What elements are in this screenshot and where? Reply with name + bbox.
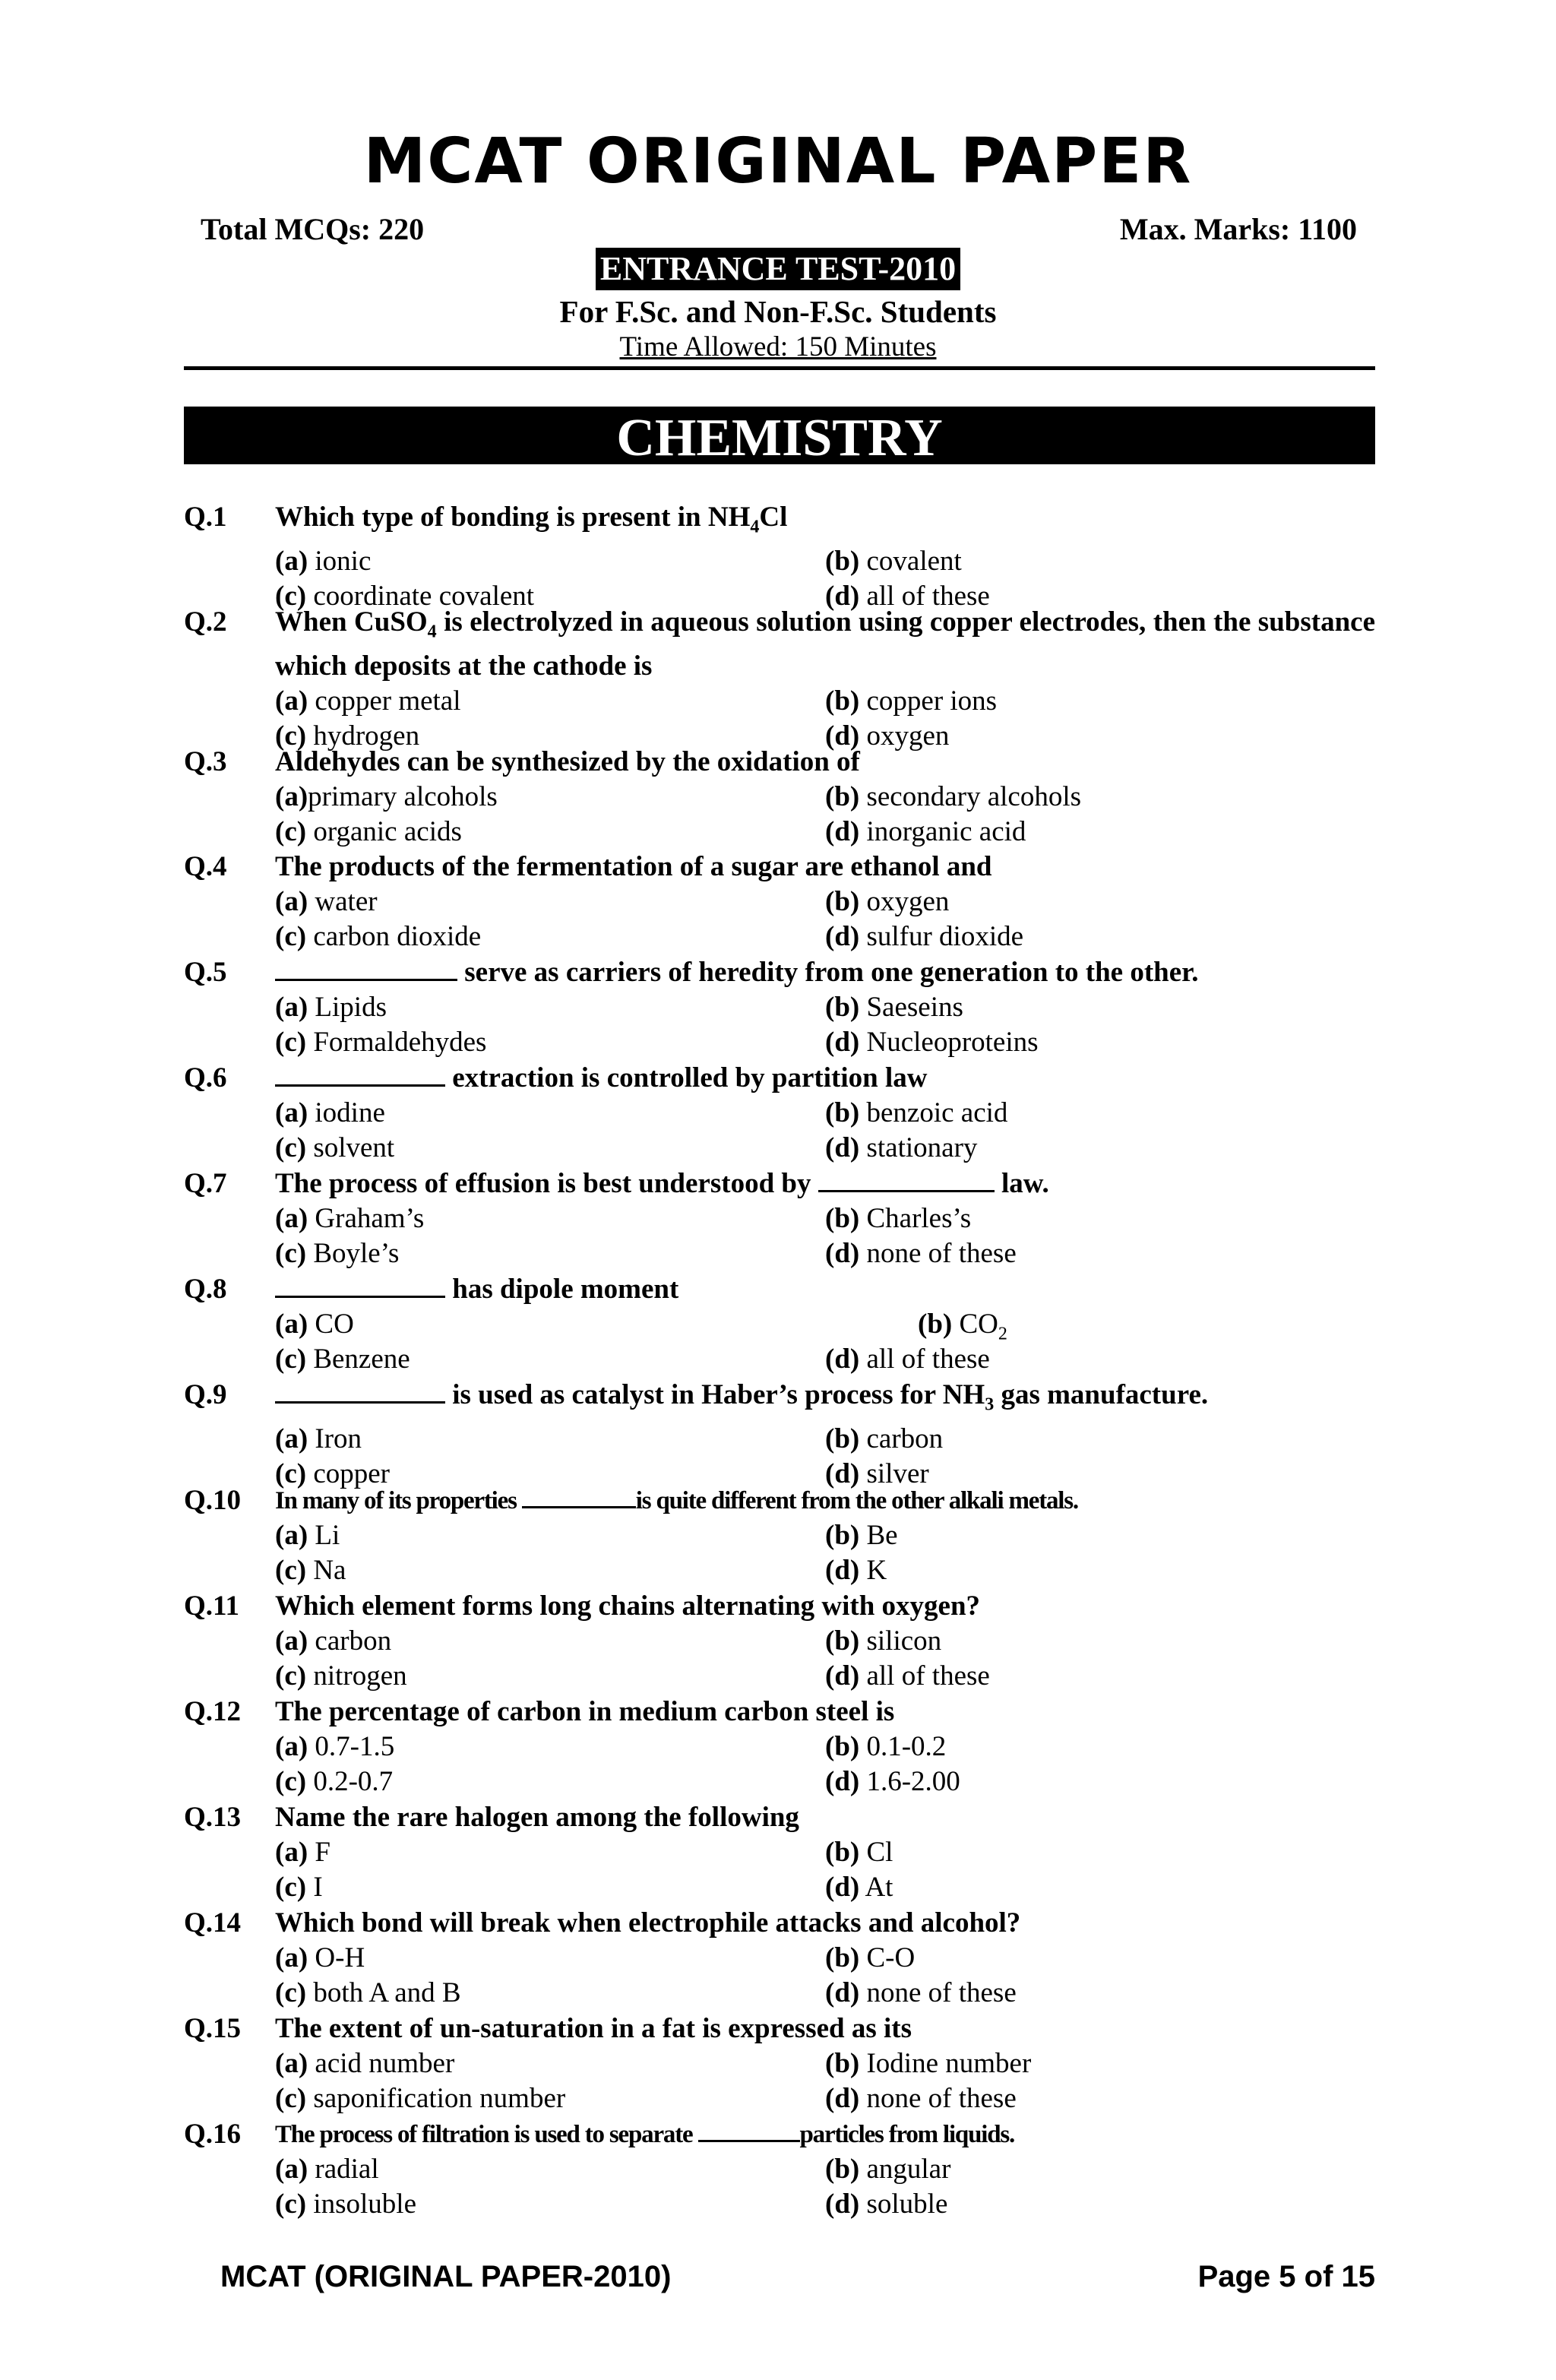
option-a[interactable]: (a) water [275, 886, 378, 917]
option-b[interactable]: (b) copper ions [825, 685, 998, 717]
option-c[interactable]: (c) 0.2-0.7 [275, 1766, 394, 1797]
option-d[interactable]: (d) stationary [825, 1132, 978, 1163]
question-stem: serve as carriers of heredity from one generation to the other. [275, 955, 1375, 990]
option-d[interactable]: (d) 1.6-2.00 [825, 1766, 960, 1797]
option-d[interactable]: (d) sulfur dioxide [825, 921, 1024, 952]
question-stem: is used as catalyst in Haber’s process for $NH_3$ gas manufacture. [275, 1378, 1375, 1422]
question-stem: The process of filtration is used to separate particles from liquids. [275, 2117, 1375, 2152]
option-a[interactable]: (a) Li [275, 1520, 340, 1551]
question-6 [184, 1061, 1375, 1166]
option-a[interactable]: (a)primary alcohols [275, 781, 498, 812]
question-4 [184, 850, 1375, 954]
option-b[interactable]: (b) C-O [825, 1942, 916, 1973]
question-number: Q.11 [184, 1590, 239, 1622]
option-a[interactable]: (a) Graham’s [275, 1203, 425, 1234]
question-11 [184, 1589, 1375, 1694]
option-c[interactable]: (c) Na [275, 1555, 346, 1586]
option-d[interactable]: (d) none of these [825, 1238, 1017, 1269]
question-number: Q.8 [184, 1274, 227, 1305]
question-number: Q.9 [184, 1379, 227, 1410]
option-c[interactable]: (c) I [275, 1872, 323, 1903]
answer-blank [275, 1273, 445, 1298]
question-number: Q.13 [184, 1802, 242, 1833]
header-divider [184, 366, 1375, 370]
option-b[interactable]: (b) silicon [825, 1625, 942, 1657]
max-marks: Max. Marks: 1100 [1119, 212, 1357, 246]
option-a[interactable]: (a) CO [275, 1309, 354, 1340]
question-stem: The process of effusion is best understood by law. [275, 1168, 1049, 1199]
option-c[interactable]: (c) Formaldehydes [275, 1027, 487, 1058]
question-stem: The products of the fermentation of a sugar are ethanol and [275, 851, 992, 882]
option-b[interactable]: (b) benzoic acid [825, 1097, 1008, 1128]
option-c[interactable]: (c) organic acids [275, 816, 462, 847]
option-a[interactable]: (a) Iron [275, 1423, 362, 1455]
question-number: Q.10 [184, 1485, 242, 1516]
question-number: Q.2 [184, 606, 227, 638]
answer-blank [275, 956, 457, 981]
option-b[interactable]: (b) carbon [825, 1423, 944, 1455]
question-8 [184, 1272, 1375, 1377]
question-number: Q.16 [184, 2119, 242, 2150]
option-a[interactable]: (a) F [275, 1837, 330, 1868]
option-c[interactable]: (c) both A and B [275, 1977, 461, 2008]
option-d[interactable]: (d) Nucleoproteins [825, 1027, 1039, 1058]
option-a[interactable]: (a) copper metal [275, 685, 461, 717]
question-stem: When CuSO$_4$ is electrolyzed in aqueous solution using copper electrodes, then the substance which deposits at the cathode is [275, 606, 1375, 682]
question-16 [184, 2117, 1375, 2222]
question-12 [184, 1695, 1375, 1799]
option-d[interactable]: (d) soluble [825, 2189, 948, 2220]
question-2 [184, 605, 1375, 754]
option-d[interactable]: (d) inorganic acid [825, 816, 1026, 847]
answer-blank [522, 1483, 636, 1508]
option-d[interactable]: (d) oxygen [825, 720, 950, 752]
answer-blank [275, 1062, 445, 1087]
option-c[interactable]: (c) Benzene [275, 1343, 410, 1375]
question-number: Q.7 [184, 1168, 227, 1199]
question-number: Q.15 [184, 2013, 242, 2044]
option-b[interactable]: (b) Saeseins [825, 992, 963, 1023]
question-14 [184, 1906, 1375, 2011]
question-number: Q.1 [184, 502, 227, 533]
option-b[interactable]: (b) $CO_2$ [918, 1309, 1007, 1344]
question-13 [184, 1800, 1375, 1905]
answer-blank [818, 1167, 995, 1192]
question-number: Q.4 [184, 851, 227, 882]
question-stem: has dipole moment [275, 1272, 1375, 1307]
option-a[interactable]: (a) 0.7-1.5 [275, 1731, 395, 1762]
option-b[interactable]: (b) secondary alcohols [825, 781, 1082, 812]
option-c[interactable]: (c) coordinate covalent [275, 581, 535, 612]
option-c[interactable]: (c) insoluble [275, 2189, 416, 2220]
question-9 [184, 1378, 1375, 1492]
question-number: Q.12 [184, 1696, 242, 1727]
option-b[interactable]: (b) 0.1-0.2 [825, 1731, 947, 1762]
option-b[interactable]: (b) covalent [825, 546, 962, 578]
subject-banner: CHEMISTRY [184, 407, 1375, 464]
option-a[interactable]: (a) ionic [275, 546, 372, 578]
option-b[interactable]: (b) Charles’s [825, 1203, 972, 1234]
option-b[interactable]: (b) angular [825, 2154, 951, 2185]
question-7 [184, 1166, 1375, 1271]
option-b[interactable]: (b) Iodine number [825, 2048, 1032, 2079]
question-stem: extraction is controlled by partition law [275, 1061, 1375, 1096]
option-c[interactable]: (c) nitrogen [275, 1660, 407, 1692]
option-d[interactable]: (d) none of these [825, 2083, 1017, 2114]
question-stem: Which element forms long chains alternating with oxygen? [275, 1590, 981, 1622]
time-allowed: Time Allowed: 150 Minutes [619, 331, 937, 362]
answer-blank [698, 2117, 800, 2142]
option-d[interactable]: (d) silver [825, 1458, 929, 1490]
question-3 [184, 745, 1375, 850]
option-a[interactable]: (a) O-H [275, 1942, 365, 1973]
question-stem: The extent of un-saturation in a fat is expressed as its [275, 2013, 912, 2044]
footer-paper-name: MCAT (ORIGINAL PAPER-2010) [220, 2260, 672, 2293]
question-number: Q.5 [184, 957, 227, 988]
option-c[interactable]: (c) solvent [275, 1132, 395, 1163]
question-stem: Aldehydes can be synthesized by the oxidation of [275, 746, 860, 777]
footer-page-number: Page 5 of 15 [1197, 2260, 1375, 2293]
option-c[interactable]: (c) hydrogen [275, 720, 420, 752]
option-c[interactable]: (c) carbon dioxide [275, 921, 482, 952]
paper-title: MCAT ORIGINAL PAPER [363, 125, 1193, 198]
option-b[interactable]: (b) oxygen [825, 886, 950, 917]
question-stem: Name the rare halogen among the following [275, 1802, 799, 1833]
question-5 [184, 955, 1375, 1060]
option-c[interactable]: (c) Boyle’s [275, 1238, 400, 1269]
question-stem: In many of its properties is quite different from the other alkali metals. [275, 1483, 1375, 1518]
option-c[interactable]: (c) saponification number [275, 2083, 566, 2114]
option-b[interactable]: (b) Cl [825, 1837, 893, 1868]
test-name-badge: ENTRANCE TEST-2010 [596, 248, 960, 290]
option-a[interactable]: (a) acid number [275, 2048, 455, 2079]
question-number: Q.14 [184, 1907, 242, 1938]
question-stem: The percentage of carbon in medium carbon steel is [275, 1696, 895, 1727]
question-stem: Which bond will break when electrophile attacks and alcohol? [275, 1907, 1021, 1938]
question-number: Q.3 [184, 746, 227, 777]
answer-blank [275, 1378, 445, 1404]
option-a[interactable]: (a) iodine [275, 1097, 385, 1128]
option-d[interactable]: (d) all of these [825, 1660, 990, 1692]
option-d[interactable]: (d) At [825, 1872, 893, 1903]
option-a[interactable]: (a) Lipids [275, 992, 387, 1023]
question-number: Q.6 [184, 1062, 227, 1093]
question-stem: Which type of bonding is present in $NH_4Cl$ [275, 502, 788, 537]
option-d[interactable]: (d) all of these [825, 581, 990, 612]
option-a[interactable]: (a) radial [275, 2154, 379, 2185]
option-c[interactable]: (c) copper [275, 1458, 390, 1490]
option-d[interactable]: (d) none of these [825, 1977, 1017, 2008]
audience-line: For F.Sc. and Non-F.Sc. Students [559, 294, 997, 329]
option-b[interactable]: (b) Be [825, 1520, 898, 1551]
question-10 [184, 1483, 1375, 1588]
question-1 [184, 500, 1375, 614]
total-mcqs: Total MCQs: 220 [201, 212, 425, 246]
option-d[interactable]: (d) all of these [825, 1343, 990, 1375]
option-a[interactable]: (a) carbon [275, 1625, 392, 1657]
option-d[interactable]: (d) K [825, 1555, 887, 1586]
question-15 [184, 2011, 1375, 2116]
